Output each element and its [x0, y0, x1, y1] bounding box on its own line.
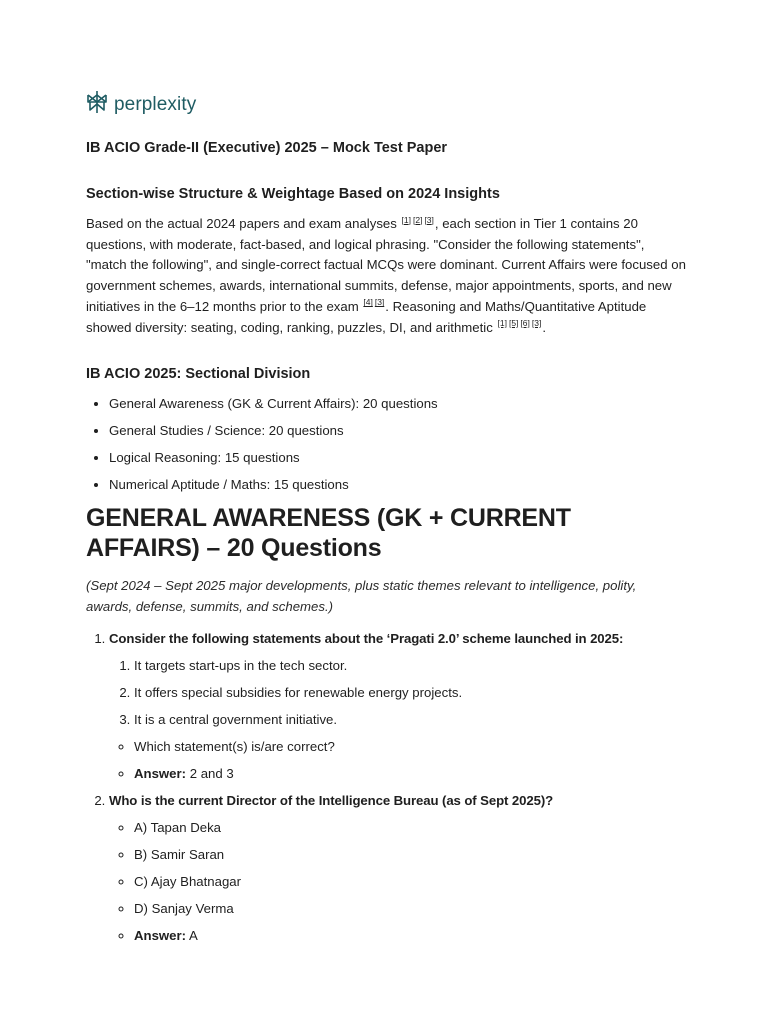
answer-value: A [188, 928, 198, 944]
option-item: ◦ C) Ajay Bhatnagar [134, 872, 686, 892]
perplexity-icon [86, 90, 108, 119]
citation-link[interactable]: [1] [401, 214, 411, 225]
option-list [109, 818, 686, 946]
perplexity-wordmark: perplexity [114, 93, 197, 115]
answer-label: Answer: [134, 928, 187, 944]
option-item: ◦ B) Samir Saran [134, 845, 686, 865]
citation-link[interactable]: [1] [497, 318, 507, 329]
section-structure-heading: Section-wise Structure & Weightage Based on 2024 Insights [86, 186, 500, 202]
citation-link[interactable]: [5] [508, 318, 519, 329]
option-item: ◦ D) Sanjay Verma [134, 899, 686, 919]
question-item [109, 629, 686, 784]
answer-item [134, 764, 686, 784]
general-awareness-intro: (Sept 2024 – Sept 2025 major developments, plus static themes relevant to intelligence, polity, awards, defense, summits, and schemes.) [86, 578, 637, 615]
perplexity-logo [86, 90, 196, 119]
answer-value: 2 and 3 [189, 766, 234, 782]
statement-item: 3. It is a central government initiative. [134, 710, 686, 730]
question-item [109, 791, 686, 946]
question-list [86, 629, 686, 946]
question-text: Who is the current Director of the Intelligence Bureau (as of Sept 2025)? [109, 793, 554, 809]
list-item: • Logical Reasoning: 15 questions [109, 448, 686, 468]
sectional-division-heading: IB ACIO 2025: Sectional Division [86, 366, 311, 383]
citation-link[interactable]: [3] [531, 318, 542, 329]
list-item: • Numerical Aptitude / Maths: 15 questions [109, 475, 686, 495]
sectional-division-list [86, 394, 686, 495]
general-awareness-heading: GENERAL AWARENESS (GK + CURRENT AFFAIRS) – 20 Questions [86, 504, 571, 563]
question-text: Consider the following statements about the ‘Pragati 2.0’ scheme launched in 2025: [109, 631, 624, 647]
option-item: ◦ A) Tapan Deka [134, 818, 686, 838]
list-item: • General Awareness (GK & Current Affairs): 20 questions [109, 394, 686, 414]
statement-list [109, 656, 686, 784]
citation-link[interactable]: [3] [374, 297, 385, 308]
statement-item: 1. It targets start-ups in the tech sector. [134, 656, 686, 676]
citation-link[interactable]: [2] [412, 214, 423, 225]
document-title: IB ACIO Grade-II (Executive) 2025 – Mock Test Paper [86, 140, 448, 156]
citation-link[interactable]: [6] [520, 318, 530, 329]
document-content [86, 138, 686, 953]
answer-item [134, 926, 686, 946]
answer-label: Answer: [134, 766, 187, 782]
question-prompt: ◦ Which statement(s) is/are correct? [134, 737, 686, 757]
citation-link[interactable]: [3] [424, 214, 434, 225]
statement-item: 2. It offers special subsidies for renewable energy projects. [134, 683, 686, 703]
citation-link[interactable]: [4] [363, 297, 373, 308]
list-item: • General Studies / Science: 20 questions [109, 421, 686, 441]
section-structure-paragraph: Based on the actual 2024 papers and exam analyses [1] [2] [3], each section in Tier 1 contains 20 questions, with moderate, fact-based, and logical phrasing. "Consider the following statements", "match the following", and single-correct factual MCQs were dominant. Current Affairs were focused on government schemes, awards, international summits, defense, major appointments, sports, and new initiatives in the 6–12 months prior to the exam [4] [3]. Reasoning and Maths/Quantitative Aptitude showed diversity: seating, coding, ranking, puzzles, DI, and arithmetic [1] [5] [6] [3]. [86, 214, 686, 335]
